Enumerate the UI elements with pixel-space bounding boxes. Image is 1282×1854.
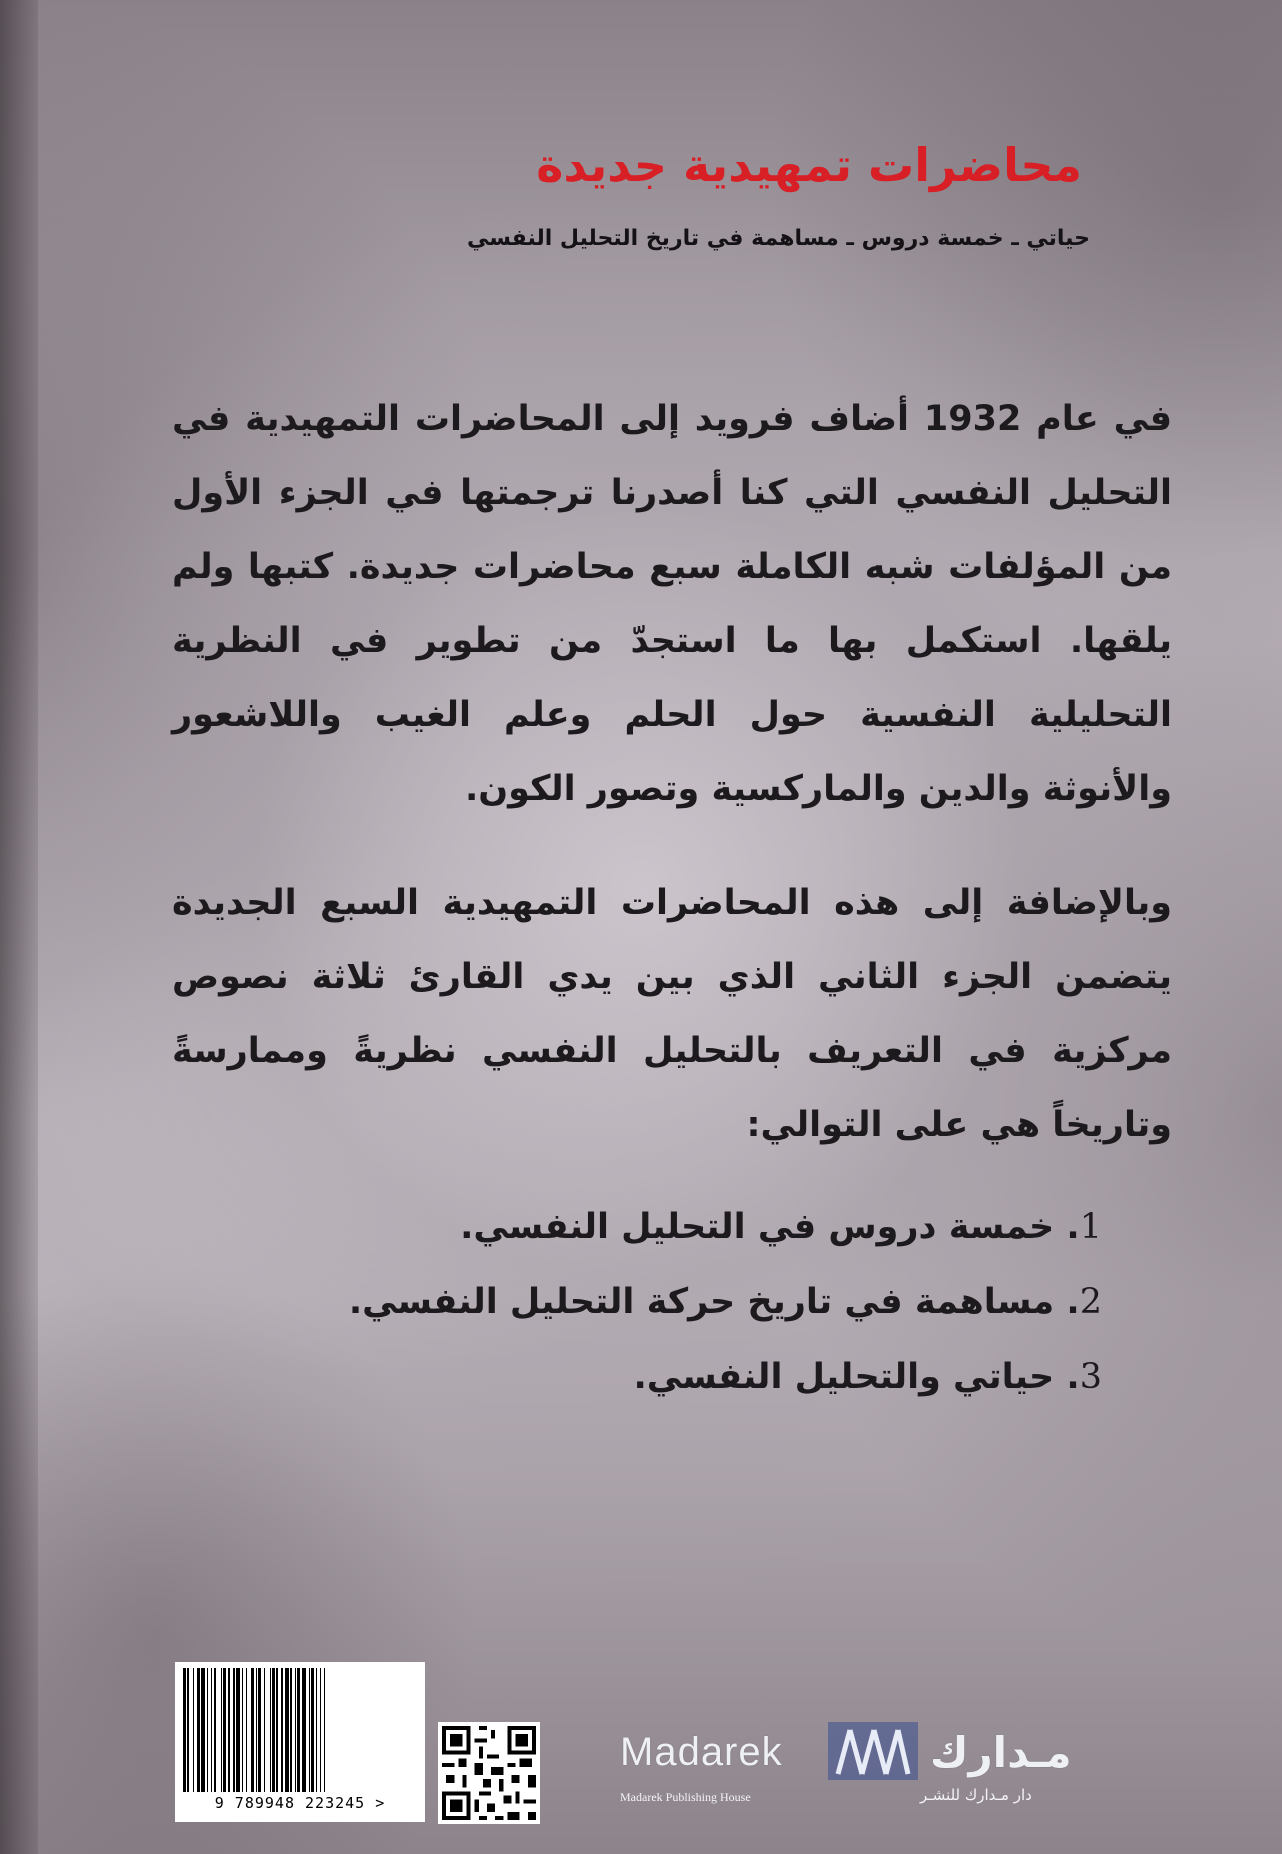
- publisher-subtitle-latin: Madarek Publishing House: [620, 1790, 751, 1804]
- publisher-subtitle-arabic: دار مـدارك للنشـر: [920, 1786, 1032, 1804]
- list-item: 1. خمسة دروس في التحليل النفسي.: [460, 1207, 1102, 1247]
- blurb-paragraph-1: في عام 1932 أضاف فرويد إلى المحاضرات التمهيدية في التحليل النفسي التي كنا أصدرنا ترجمتها في الجزء الأول من المؤلفات شبه الكاملة سبع محاضرات جديدة. كتبها ولم يلقها. استكمل بها ما استجدّ من تطوير في النظرية التحليلية النفسية حول الحلم وعلم الغيب واللاشعور والأنوثة والدين والماركسية وتصور الكون.: [172, 399, 1173, 809]
- publisher-name-latin: Madarek: [620, 1730, 783, 1774]
- isbn-barcode: [175, 1662, 425, 1822]
- book-spine-shadow: [0, 0, 38, 1854]
- cover-subtitle: حياتي ـ خمسة دروس ـ مساهمة في تاريخ التحليل النفسي: [467, 226, 1090, 251]
- barcode-bar: [324, 1668, 325, 1792]
- isbn-number: 9 789948 223245 >: [214, 1794, 386, 1812]
- works-list: [349, 1190, 1102, 1415]
- publisher-name-arabic: مـدارك: [930, 1728, 1072, 1777]
- blurb-paragraph-2: وبالإضافة إلى هذه المحاضرات التمهيدية السبع الجديدة يتضمن الجزء الثاني الذي بين يدي القارئ ثلاثة نصوص مركزية في التعريف بالتحليل النفسي نظريةً وممارسةً وتاريخاً هي على التوالي:: [172, 883, 1172, 1145]
- publisher-logo-icon: [828, 1722, 918, 1780]
- cover-title: محاضرات تمهيدية جديدة: [536, 138, 1082, 192]
- qr-code-icon: [438, 1722, 540, 1824]
- list-item: 3. حياتي والتحليل النفسي.: [633, 1357, 1102, 1397]
- barcode-bars: [183, 1668, 417, 1792]
- blurb: [172, 382, 1172, 1162]
- list-item: 2. مساهمة في تاريخ حركة التحليل النفسي.: [348, 1282, 1102, 1322]
